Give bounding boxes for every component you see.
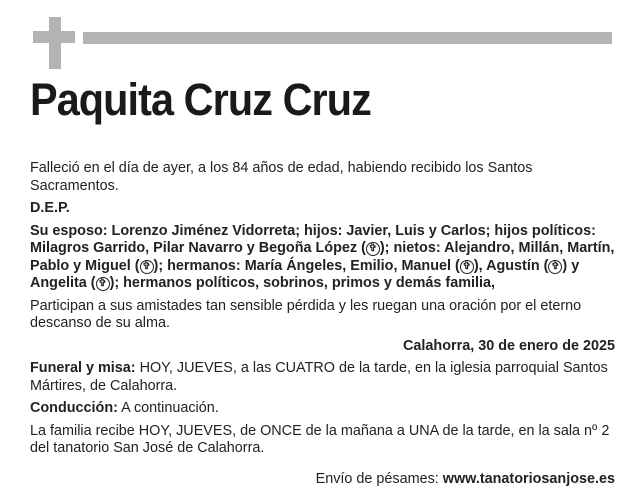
family-text-4: ), Agustín ( (473, 257, 549, 274)
place-date: Calahorra, 30 de enero de 2025 (403, 337, 615, 354)
condolences-line (316, 470, 615, 488)
condolences-label: Envío de pésames: (315, 471, 443, 487)
invitation-text: Participan a sus amistades tan sensible pérdida y les ruegan una oración por el eterno descanso de su alma. (30, 297, 582, 331)
family-text-1: Su esposo: Lorenzo Jiménez Vidorreta; hijos: Javier, Luis y Carlos; hijos políticos: Milagros Garrido, Pilar Navarro y Begoña López ( (30, 222, 596, 256)
deceased-name: Paquita Cruz Cruz (30, 74, 371, 125)
funeral-text: HOY, JUEVES, a las CUATRO de la tarde, en la iglesia parroquial Santos Mártires, de Calahorra. (30, 360, 608, 394)
intro-text: Falleció en el día de ayer, a los 84 años de edad, habiendo recibido los Santos Sacramentos. (30, 160, 533, 194)
cross-icon-horizontal (33, 31, 75, 43)
funeral-info (30, 360, 615, 395)
obituary-body (30, 160, 615, 463)
dep-text: D.E.P. (30, 200, 70, 216)
family-text-3: ); hermanos: María Ángeles, Emilio, Manuel ( (153, 257, 460, 274)
deceased-cross-icon: ✞ (460, 260, 474, 274)
deceased-cross-icon: ✞ (140, 260, 154, 274)
deceased-cross-icon: ✞ (548, 260, 562, 274)
family-list (30, 223, 615, 293)
deceased-cross-icon: ✞ (96, 277, 110, 291)
conduction-text: A continuación. (117, 400, 219, 416)
conduction-info (30, 400, 615, 418)
family-text-5: ) y Angelita ( (30, 257, 580, 291)
conduction-label: Conducción: (30, 400, 118, 416)
family-text-2: ); nietos: Alejandro, Millán, Martín, Pablo y Miguel ( (30, 240, 615, 274)
header-rule (83, 32, 612, 44)
family-text-6: ); hermanos políticos, sobrinos, primos y demás familia, (109, 275, 496, 291)
visiting-info: La familia recibe HOY, JUEVES, de ONCE de la mañana a UNA de la tarde, en la sala nº 2 del tanatorio San José de Calahorra. (30, 422, 610, 456)
cross-icon-vertical (49, 17, 61, 69)
deceased-cross-icon: ✞ (366, 242, 380, 256)
funeral-label: Funeral y misa: (30, 360, 136, 376)
condolences-link[interactable]: www.tanatoriosanjose.es (442, 471, 615, 487)
